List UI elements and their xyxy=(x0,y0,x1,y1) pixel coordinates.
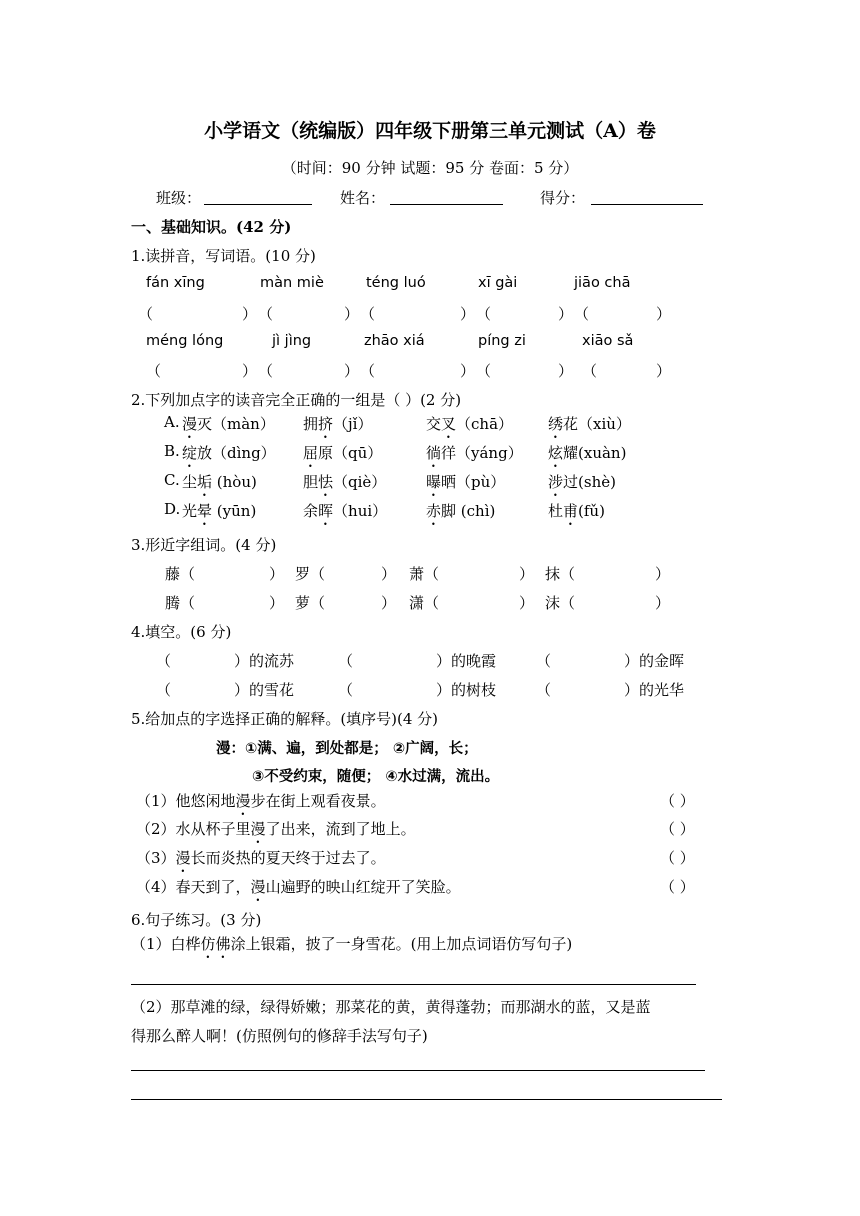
word-rest: 晒（pù） xyxy=(441,473,506,491)
paren-open: （ xyxy=(574,305,590,323)
word-char: 尘 xyxy=(182,473,198,491)
q5-item xyxy=(136,847,386,876)
sentence-text: 涂上银霜，披了一身雪花。(用上加点词语仿写句子) xyxy=(230,935,573,953)
sentence-text: （1）白桦 xyxy=(131,935,201,953)
word-char: 光 xyxy=(182,502,198,520)
paren-open: （ xyxy=(360,305,376,323)
paren-close: ） xyxy=(655,594,671,612)
word-char: 交 xyxy=(426,415,442,433)
paren-close: ） xyxy=(242,305,258,323)
word-char: 杜 xyxy=(548,502,564,520)
paren-open: （ xyxy=(156,652,172,670)
option-word xyxy=(426,413,513,442)
char-prompt: 潇（ xyxy=(409,594,440,612)
name-label: 姓名： xyxy=(340,189,386,207)
q5-definition-2: ③不受约束，随便； ④水过满，流出。 xyxy=(252,769,500,785)
fill-phrase: ）的晚霞 xyxy=(436,652,497,670)
q4-title: 4.填空。(6 分) xyxy=(131,623,232,641)
dotted-char: 漫 xyxy=(235,792,251,810)
answer-line[interactable] xyxy=(131,1099,722,1100)
option-word xyxy=(303,413,372,442)
pinyin: méng lóng xyxy=(146,333,224,349)
word-rest: 晖（hui） xyxy=(318,502,388,520)
q1-pinyin-row-1 xyxy=(146,275,630,291)
word-rest: 放（dìng） xyxy=(197,444,276,462)
option-letter: A. xyxy=(164,413,180,431)
word-rest: 过(shè) xyxy=(563,473,616,491)
pinyin: xiāo sǎ xyxy=(582,333,634,349)
word-rest: 怯（qiè） xyxy=(318,473,387,491)
sentence-text: （2）水从杯子里 xyxy=(136,820,251,838)
q1-title: 1.读拼音，写词语。(10 分) xyxy=(131,247,316,265)
char-prompt: 萧（ xyxy=(409,565,440,583)
pinyin: jiāo chā xyxy=(574,275,631,291)
q5-item xyxy=(136,790,386,819)
dotted-char: 漫 xyxy=(250,820,266,838)
paren-open: （ xyxy=(258,305,274,323)
paren-open: （ xyxy=(258,362,274,380)
option-word xyxy=(426,500,495,529)
q5-title: 5.给加点的字选择正确的解释。(填序号)(4 分) xyxy=(131,710,439,728)
paren-open: （ xyxy=(146,362,162,380)
paren-open: （ xyxy=(476,362,492,380)
pinyin: jì jìng xyxy=(272,333,312,349)
pinyin: fán xīng xyxy=(146,275,205,291)
pinyin: xī gài xyxy=(478,275,518,291)
paren-close: ） xyxy=(655,565,671,583)
paren-open: （ xyxy=(536,652,552,670)
option-word xyxy=(303,442,382,471)
q6-sentence-1 xyxy=(131,933,572,962)
option-word xyxy=(182,500,256,529)
paren-open: （ xyxy=(138,305,154,323)
option-word xyxy=(182,442,276,471)
q1-pinyin-row-2 xyxy=(146,333,633,349)
word-char: 赤 xyxy=(426,502,442,520)
option-word xyxy=(548,471,616,500)
answer-line[interactable] xyxy=(131,1070,705,1071)
paren-open: （ xyxy=(536,681,552,699)
word-char: 绣 xyxy=(548,415,564,433)
paren-close: ） xyxy=(656,362,672,380)
paren-open: （ xyxy=(156,681,172,699)
word-char: 涉 xyxy=(548,473,564,491)
option-word xyxy=(426,442,523,471)
paren-close: ） xyxy=(269,565,285,583)
option-word xyxy=(182,413,275,442)
q2-title: 2.下列加点字的读音完全正确的一组是（ ）(2 分) xyxy=(131,391,462,409)
sentence-text: （3） xyxy=(136,849,176,867)
exam-subtitle: （时间：90 分钟 试题：95 分 卷面：5 分） xyxy=(281,159,579,177)
char-prompt: 萝（ xyxy=(295,594,326,612)
answer-paren[interactable]: （ ） xyxy=(660,820,695,838)
char-prompt: 藤（ xyxy=(165,565,196,583)
option-word xyxy=(303,471,386,500)
word-rest: 挤（jǐ） xyxy=(318,415,373,433)
paren-close: ） xyxy=(656,305,672,323)
answer-paren[interactable]: （ ） xyxy=(660,792,695,810)
option-word xyxy=(548,500,605,529)
dotted-word: 仿佛 xyxy=(200,935,231,953)
score-blank[interactable] xyxy=(591,204,703,205)
name-blank[interactable] xyxy=(390,204,503,205)
sentence-text: 山遍野的映山红绽开了笑脸。 xyxy=(265,878,461,896)
q6-sentence-2-line-1: （2）那草滩的绿，绿得娇嫩；那菜花的黄，黄得蓬勃；而那湖水的蓝，又是蓝 xyxy=(131,998,651,1016)
paren-open: （ xyxy=(582,362,598,380)
sentence-text: 步在街上观看夜景。 xyxy=(250,792,386,810)
section-1-heading: 一、基础知识。(42 分) xyxy=(131,218,292,236)
word-char: 余 xyxy=(303,502,319,520)
paren-close: ） xyxy=(381,594,397,612)
pinyin: zhāo xiá xyxy=(364,333,425,349)
answer-paren[interactable]: （ ） xyxy=(660,849,695,867)
word-char: 胆 xyxy=(303,473,319,491)
q5-item xyxy=(136,876,461,905)
word-char: 屈 xyxy=(303,444,319,462)
paren-open: （ xyxy=(338,652,354,670)
paren-close: ） xyxy=(558,362,574,380)
word-rest: 原（qū） xyxy=(318,444,383,462)
fill-phrase: ）的雪花 xyxy=(234,681,295,699)
paren-open: （ xyxy=(360,362,376,380)
word-rest: 花（xiù） xyxy=(563,415,631,433)
q5-item xyxy=(136,818,416,847)
paren-close: ） xyxy=(460,362,476,380)
paren-close: ） xyxy=(381,565,397,583)
page-title: 小学语文（统编版）四年级下册第三单元测试（A）卷 xyxy=(204,120,656,142)
word-rest: 脚 (chì) xyxy=(441,502,496,520)
word-rest: 垢 (hòu) xyxy=(197,473,257,491)
option-word xyxy=(548,413,631,442)
fill-phrase: ）的金晖 xyxy=(624,652,685,670)
q1-answer-row-1[interactable] xyxy=(138,303,671,324)
option-word xyxy=(426,471,505,500)
sentence-text: 了出来，流到了地上。 xyxy=(265,820,416,838)
score-label: 得分： xyxy=(540,189,586,207)
char-prompt: 抹（ xyxy=(545,565,576,583)
dotted-char: 漫 xyxy=(175,849,191,867)
pinyin: màn miè xyxy=(260,275,324,291)
answer-line[interactable] xyxy=(131,984,696,985)
word-char: 炫 xyxy=(548,444,564,462)
char-prompt: 罗（ xyxy=(295,565,326,583)
q1-answer-row-2[interactable] xyxy=(146,360,671,381)
paren-close: ） xyxy=(519,565,535,583)
paren-close: ） xyxy=(344,305,360,323)
option-word xyxy=(548,442,626,471)
word-rest: 徉（yáng） xyxy=(441,444,523,462)
q6-sentence-2-line-2: 得那么醉人啊！(仿照例句的修辞手法写句子) xyxy=(131,1027,428,1045)
char-prompt: 腾（ xyxy=(165,594,196,612)
paren-close: ） xyxy=(242,362,258,380)
paren-close: ） xyxy=(460,305,476,323)
q3-row-1[interactable] xyxy=(165,563,670,584)
word-rest: 叉（chā） xyxy=(441,415,514,433)
word-rest: 耀(xuàn) xyxy=(563,444,627,462)
fill-phrase: ）的光华 xyxy=(624,681,685,699)
sentence-text: （4）春天到了， xyxy=(136,878,251,896)
sentence-text: （1）他悠闲地 xyxy=(136,792,236,810)
q4-row-2[interactable] xyxy=(156,679,684,700)
word-rest: 灭（màn） xyxy=(197,415,275,433)
fill-phrase: ）的树枝 xyxy=(436,681,497,699)
q5-definition-1: 漫：①满、遍，到处都是； ②广阔，长； xyxy=(216,741,478,757)
class-blank[interactable] xyxy=(204,204,312,205)
option-letter: D. xyxy=(164,500,181,518)
paren-close: ） xyxy=(269,594,285,612)
word-rest: 甫(fǔ) xyxy=(563,502,605,520)
option-letter: B. xyxy=(164,442,180,460)
q4-row-1[interactable] xyxy=(156,650,684,671)
sentence-text: 长而炎热的夏天终于过去了。 xyxy=(190,849,386,867)
option-word xyxy=(182,471,257,500)
option-letter: C. xyxy=(164,471,180,489)
fill-phrase: ）的流苏 xyxy=(234,652,295,670)
answer-paren[interactable]: （ ） xyxy=(660,878,695,896)
word-char: 拥 xyxy=(303,415,319,433)
word-char: 漫 xyxy=(182,415,198,433)
word-char: 绽 xyxy=(182,444,198,462)
char-prompt: 沫（ xyxy=(545,594,576,612)
word-rest: 晕 (yūn) xyxy=(197,502,257,520)
q6-title: 6.句子练习。(3 分) xyxy=(131,911,262,929)
paren-close: ） xyxy=(344,362,360,380)
q3-row-2[interactable] xyxy=(165,592,670,613)
paren-close: ） xyxy=(558,305,574,323)
pinyin: téng luó xyxy=(366,275,426,291)
paren-open: （ xyxy=(338,681,354,699)
pinyin: píng zi xyxy=(478,333,526,349)
dotted-char: 漫 xyxy=(250,878,266,896)
paren-close: ） xyxy=(519,594,535,612)
class-label: 班级： xyxy=(156,189,202,207)
paren-open: （ xyxy=(476,305,492,323)
q3-title: 3.形近字组词。(4 分) xyxy=(131,536,277,554)
option-word xyxy=(303,500,387,529)
word-char: 曝 xyxy=(426,473,442,491)
word-char: 徜 xyxy=(426,444,442,462)
